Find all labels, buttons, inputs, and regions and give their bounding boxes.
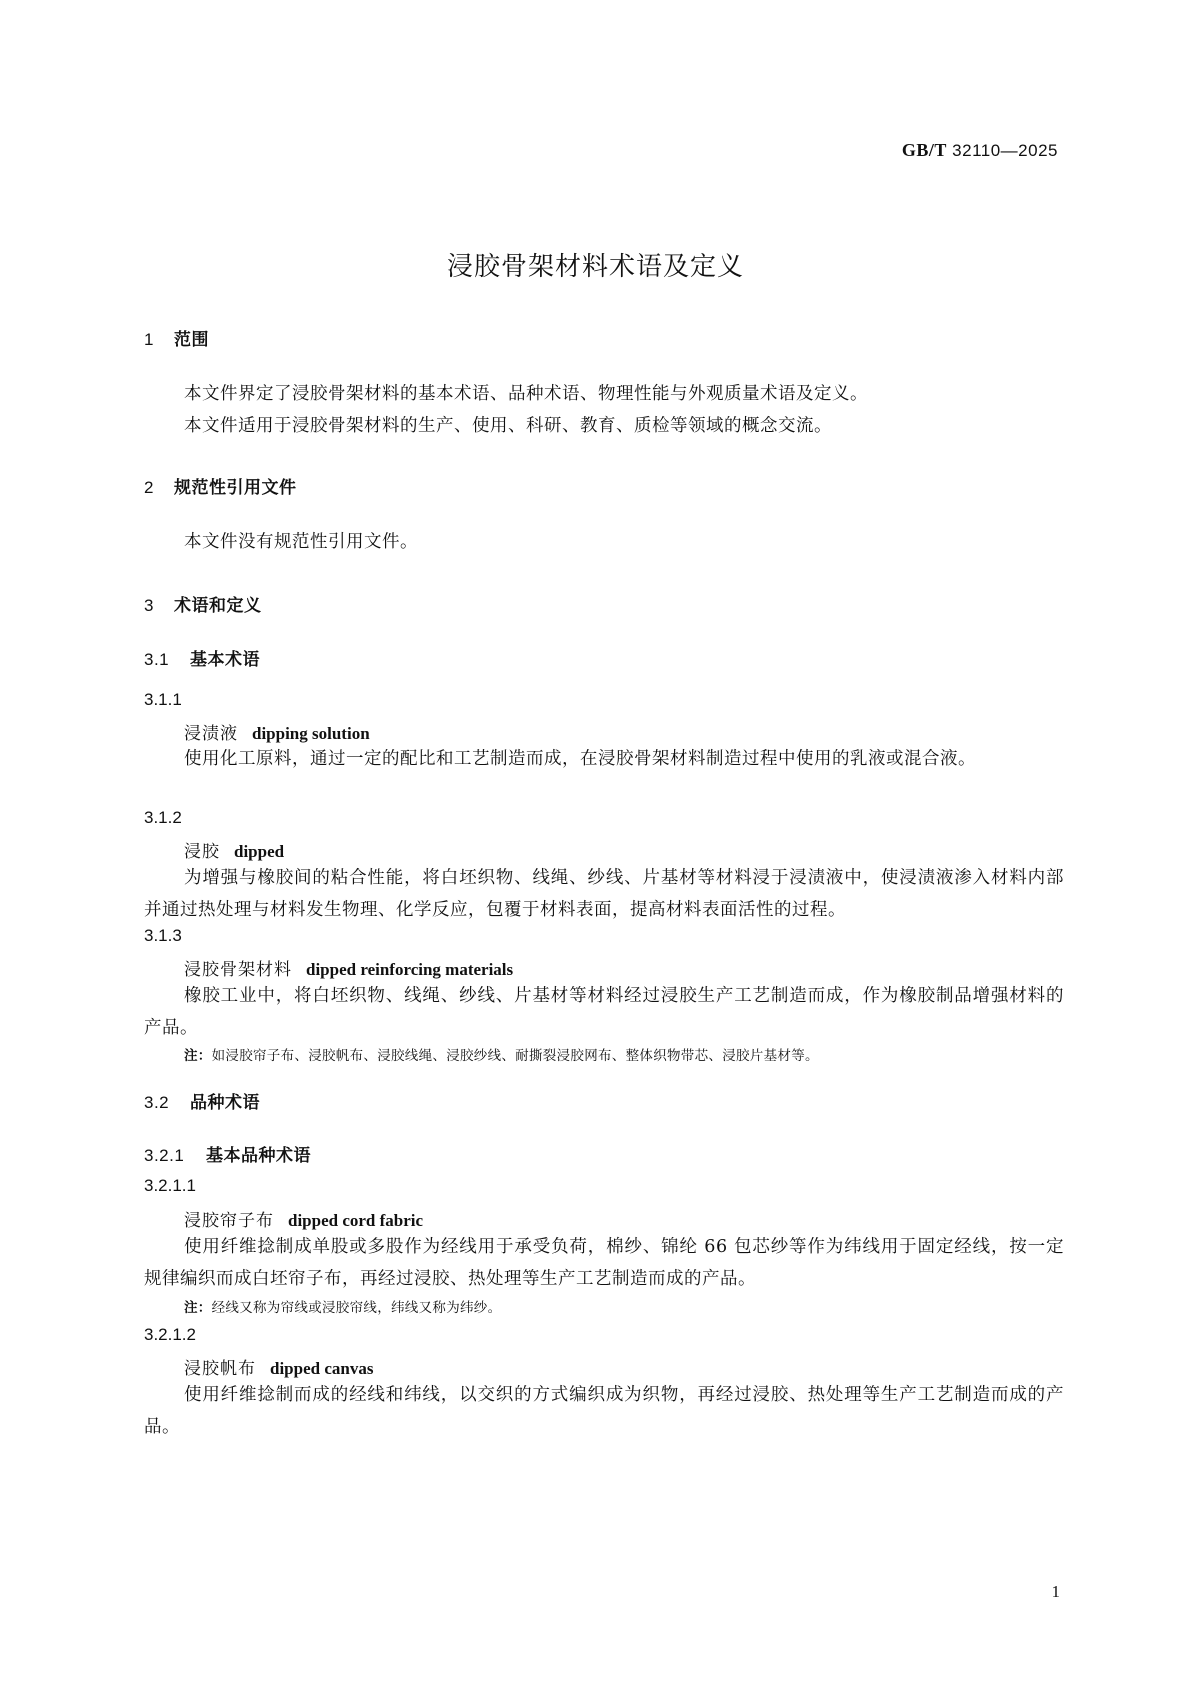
section-2-heading: 2 规范性引用文件 [144,478,297,498]
term-3-2-1-2-en: dipped canvas [270,1359,374,1378]
term-3-2-1-1-zh: 浸胶帘子布 [184,1211,274,1231]
section-2-para: 本文件没有规范性引用文件。 [184,532,418,552]
section-1-para-2: 本文件适用于浸胶骨架材料的生产、使用、科研、教育、质检等领域的概念交流。 [184,416,832,436]
term-3-2-1-2-zh: 浸胶帆布 [184,1359,256,1379]
term-3-1-2-number: 3.1.2 [144,808,182,827]
term-3-1-2 [144,837,1104,862]
term-3-2-1-1-number: 3.2.1.1 [144,1176,196,1195]
term-3-1-1-zh: 浸渍液 [184,724,238,744]
term-3-2-1-1-note: 注：经线又称为帘线或浸胶帘线，纬线又称为纬纱。 [184,1300,502,1316]
term-3-1-3-definition: 橡胶工业中，将白坯织物、线绳、纱线、片基材等材料经过浸胶生产工艺制造而成，作为橡胶制品增强材料的产品。 [144,986,1064,1038]
term-3-1-2-zh: 浸胶 [184,842,220,862]
term-3-2-1-1-en: dipped cord fabric [288,1211,424,1230]
term-3-1-2-definition: 为增强与橡胶间的粘合性能，将白坯织物、线绳、纱线、片基材等材料浸于浸渍液中，使浸渍液渗入材料内部并通过热处理与材料发生物理、化学反应，包覆于材料表面，提高材料表面活性的过程。 [144,868,1064,920]
section-3-heading: 3 术语和定义 [144,596,262,616]
term-3-2-1-2-definition: 使用纤维捻制而成的经线和纬线，以交织的方式编织成为织物，再经过浸胶、热处理等生产工艺制造而成的产品。 [144,1385,1064,1437]
term-3-2-1-2 [144,1354,1104,1379]
section-1-heading: 1 范围 [144,330,209,350]
term-3-1-1-en: dipping solution [252,724,370,743]
term-3-1-3-zh: 浸胶骨架材料 [184,960,292,980]
term-3-1-1-number: 3.1.1 [144,690,182,709]
section-3-2-1-heading: 3.2.1 基本品种术语 [144,1146,311,1166]
term-3-1-3 [144,955,1104,980]
term-3-1-2-en: dipped [234,842,285,861]
section-1-para-1: 本文件界定了浸胶骨架材料的基本术语、品种术语、物理性能与外观质量术语及定义。 [184,384,868,404]
term-3-2-1-2-number: 3.2.1.2 [144,1325,196,1344]
page-number: 1 [1051,1582,1060,1601]
term-3-2-1-1-definition: 使用纤维捻制成单股或多股作为经线用于承受负荷，棉纱、锦纶 66 包芯纱等作为纬线用于固定经线，按一定规律编织而成白坯帘子布，再经过浸胶、热处理等生产工艺制造而成的产品。 [144,1237,1064,1289]
term-3-1-3-en: dipped reinforcing materials [306,960,514,979]
term-3-1-3-note: 注：如浸胶帘子布、浸胶帆布、浸胶线绳、浸胶纱线、耐撕裂浸胶网布、整体织物带芯、浸胶片基材等。 [184,1048,819,1064]
section-3-2-heading: 3.2 品种术语 [144,1093,260,1113]
term-3-1-1 [144,719,1104,744]
term-3-2-1-1 [144,1206,1104,1231]
document-title: 浸胶骨架材料术语及定义 [446,252,744,282]
standard-number: 32110—2025 [952,141,1058,160]
section-3-1-heading: 3.1 基本术语 [144,650,260,670]
standard-code [902,140,1058,161]
term-3-1-3-number: 3.1.3 [144,926,182,945]
standard-prefix: GB/T [901,140,947,160]
term-3-1-1-definition: 使用化工原料，通过一定的配比和工艺制造而成，在浸胶骨架材料制造过程中使用的乳液或混合液。 [184,749,976,769]
